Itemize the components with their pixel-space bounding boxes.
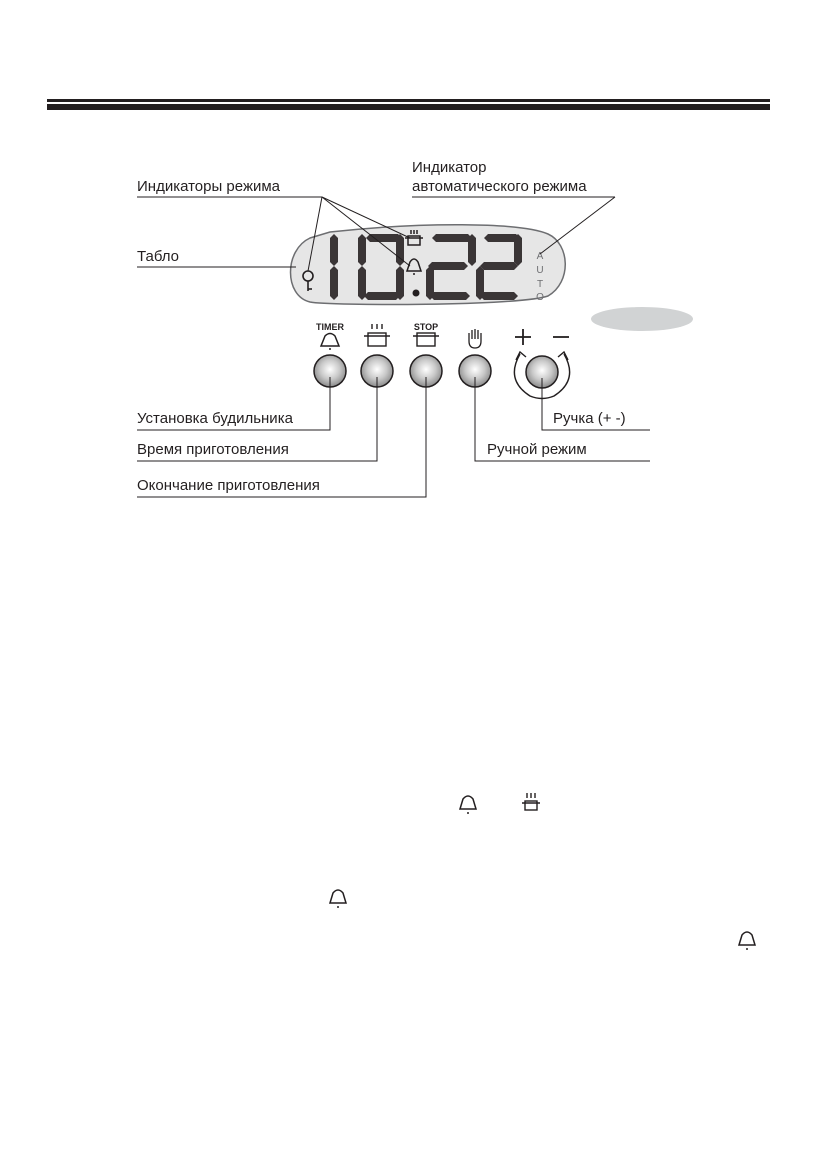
svg-text:O: O	[536, 292, 544, 303]
cooking-end-label: Окончание приготовления	[137, 477, 320, 494]
pot-icon	[413, 333, 439, 346]
svg-text:U: U	[536, 265, 544, 276]
manual-mode-label: Ручной режим	[487, 441, 587, 458]
bell-icon	[328, 887, 348, 909]
auto-indicator-label-line1: Индикатор	[412, 159, 487, 176]
pot-steam-icon	[364, 324, 390, 346]
knob-label: Ручка (+ -)	[553, 410, 626, 427]
bell-icon	[458, 793, 478, 815]
display-label: Табло	[137, 248, 180, 265]
svg-text:TIMER: TIMER	[316, 322, 344, 332]
svg-text:T: T	[536, 279, 544, 290]
badge-ellipse	[591, 307, 693, 331]
svg-text:A: A	[536, 251, 544, 262]
cooking-time-label: Время приготовления	[137, 441, 289, 458]
plus-icon	[515, 329, 531, 345]
alarm-setting-label: Установка будильника	[137, 410, 293, 427]
svg-text:STOP: STOP	[413, 322, 439, 332]
auto-indicator-label-line2: автоматического режима	[412, 178, 587, 195]
bell-icon	[737, 929, 757, 951]
pot-steam-icon	[520, 791, 542, 813]
colon-dot	[413, 290, 420, 297]
hand-icon	[469, 329, 481, 348]
mode-indicators-label: Индикаторы режима	[137, 178, 281, 195]
bell-icon	[321, 334, 339, 350]
